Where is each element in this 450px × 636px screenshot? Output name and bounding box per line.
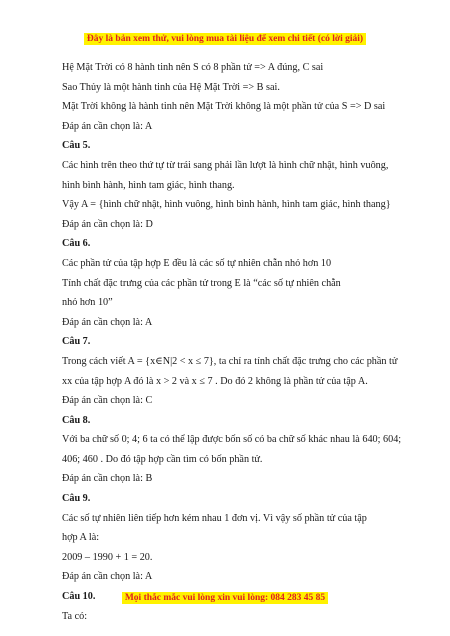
preview-banner xyxy=(0,28,450,46)
answer-line: Đáp án cần chọn là: A xyxy=(62,316,153,328)
text-paragraph: Với ba chữ số 0; 4; 6 ta có thể lập được bốn số có ba chữ số khác nhau là 640; 604; 406; 460 . Do đó tập hợp cần tìm có bốn phần tử. xyxy=(62,434,402,465)
answer-line: Đáp án cần chọn là: A xyxy=(62,571,153,583)
contact-footer-text: Mọi thắc mắc vui lòng xin vui lòng: 084 283 45 85 xyxy=(122,592,328,604)
question-heading: Câu 7. xyxy=(62,336,91,348)
question-heading: Câu 8. xyxy=(62,414,91,426)
text-line: Sao Thủy là một hành tinh của Hệ Mặt Trời => B sai. xyxy=(62,81,280,93)
contact-footer xyxy=(0,587,450,605)
text-line: Ta có: xyxy=(62,610,88,622)
question-heading: Câu 9. xyxy=(62,493,91,505)
question-heading: Câu 6. xyxy=(62,238,91,250)
question-heading: Câu 10. xyxy=(62,591,96,603)
answer-line: Đáp án cần chọn là: C xyxy=(62,395,153,407)
answer-line: Đáp án cần chọn là: B xyxy=(62,473,153,485)
answer-line: Đáp án cần chọn là: D xyxy=(62,218,153,230)
text-line: Mặt Trời không là hành tinh nên Mặt Trời không là một phần tử của S => D sai xyxy=(62,101,386,113)
text-line: Hệ Mặt Trời có 8 hành tinh nên S có 8 phần tử => A đúng, C sai xyxy=(62,62,324,73)
answer-line: Đáp án cần chọn là: A xyxy=(62,120,153,132)
text-paragraph: Tính chất đặc trưng của các phần tử trong E là “các số tự nhiên chẵn nhỏ hơn 10” xyxy=(62,277,341,309)
text-line: Các phần tử của tập hợp E đều là các số tự nhiên chẵn nhỏ hơn 10 xyxy=(62,257,332,269)
text-line: 2009 – 1990 + 1 = 20. xyxy=(62,551,153,563)
question-heading: Câu 5. xyxy=(62,140,91,152)
text-paragraph: Trong cách viết A = {x∈N|2 < x ≤ 7}, ta chỉ ra tính chất đặc trưng cho các phần tử xx của tập hợp A đó là x > 2 và x ≤ 7 . Do đó 2 không là phần tử của tập A. xyxy=(62,355,398,387)
document-body xyxy=(62,58,406,626)
text-paragraph: Các số tự nhiên liên tiếp hơn kém nhau 1 đơn vị. Vì vậy số phần tử của tập hợp A là: xyxy=(62,512,367,544)
text-line: Vậy A = {hình chữ nhật, hình vuông, hình bình hành, hình tam giác, hình thang} xyxy=(62,199,391,211)
text-paragraph: Các hình trên theo thứ tự từ trái sang phải lần lượt là hình chữ nhật, hình vuông, hình bình hành, hình tam giác, hình thang. xyxy=(62,159,389,191)
preview-banner-text: Đây là bản xem thử, vui lòng mua tài liệu để xem chi tiết (có lời giải) xyxy=(84,33,366,45)
